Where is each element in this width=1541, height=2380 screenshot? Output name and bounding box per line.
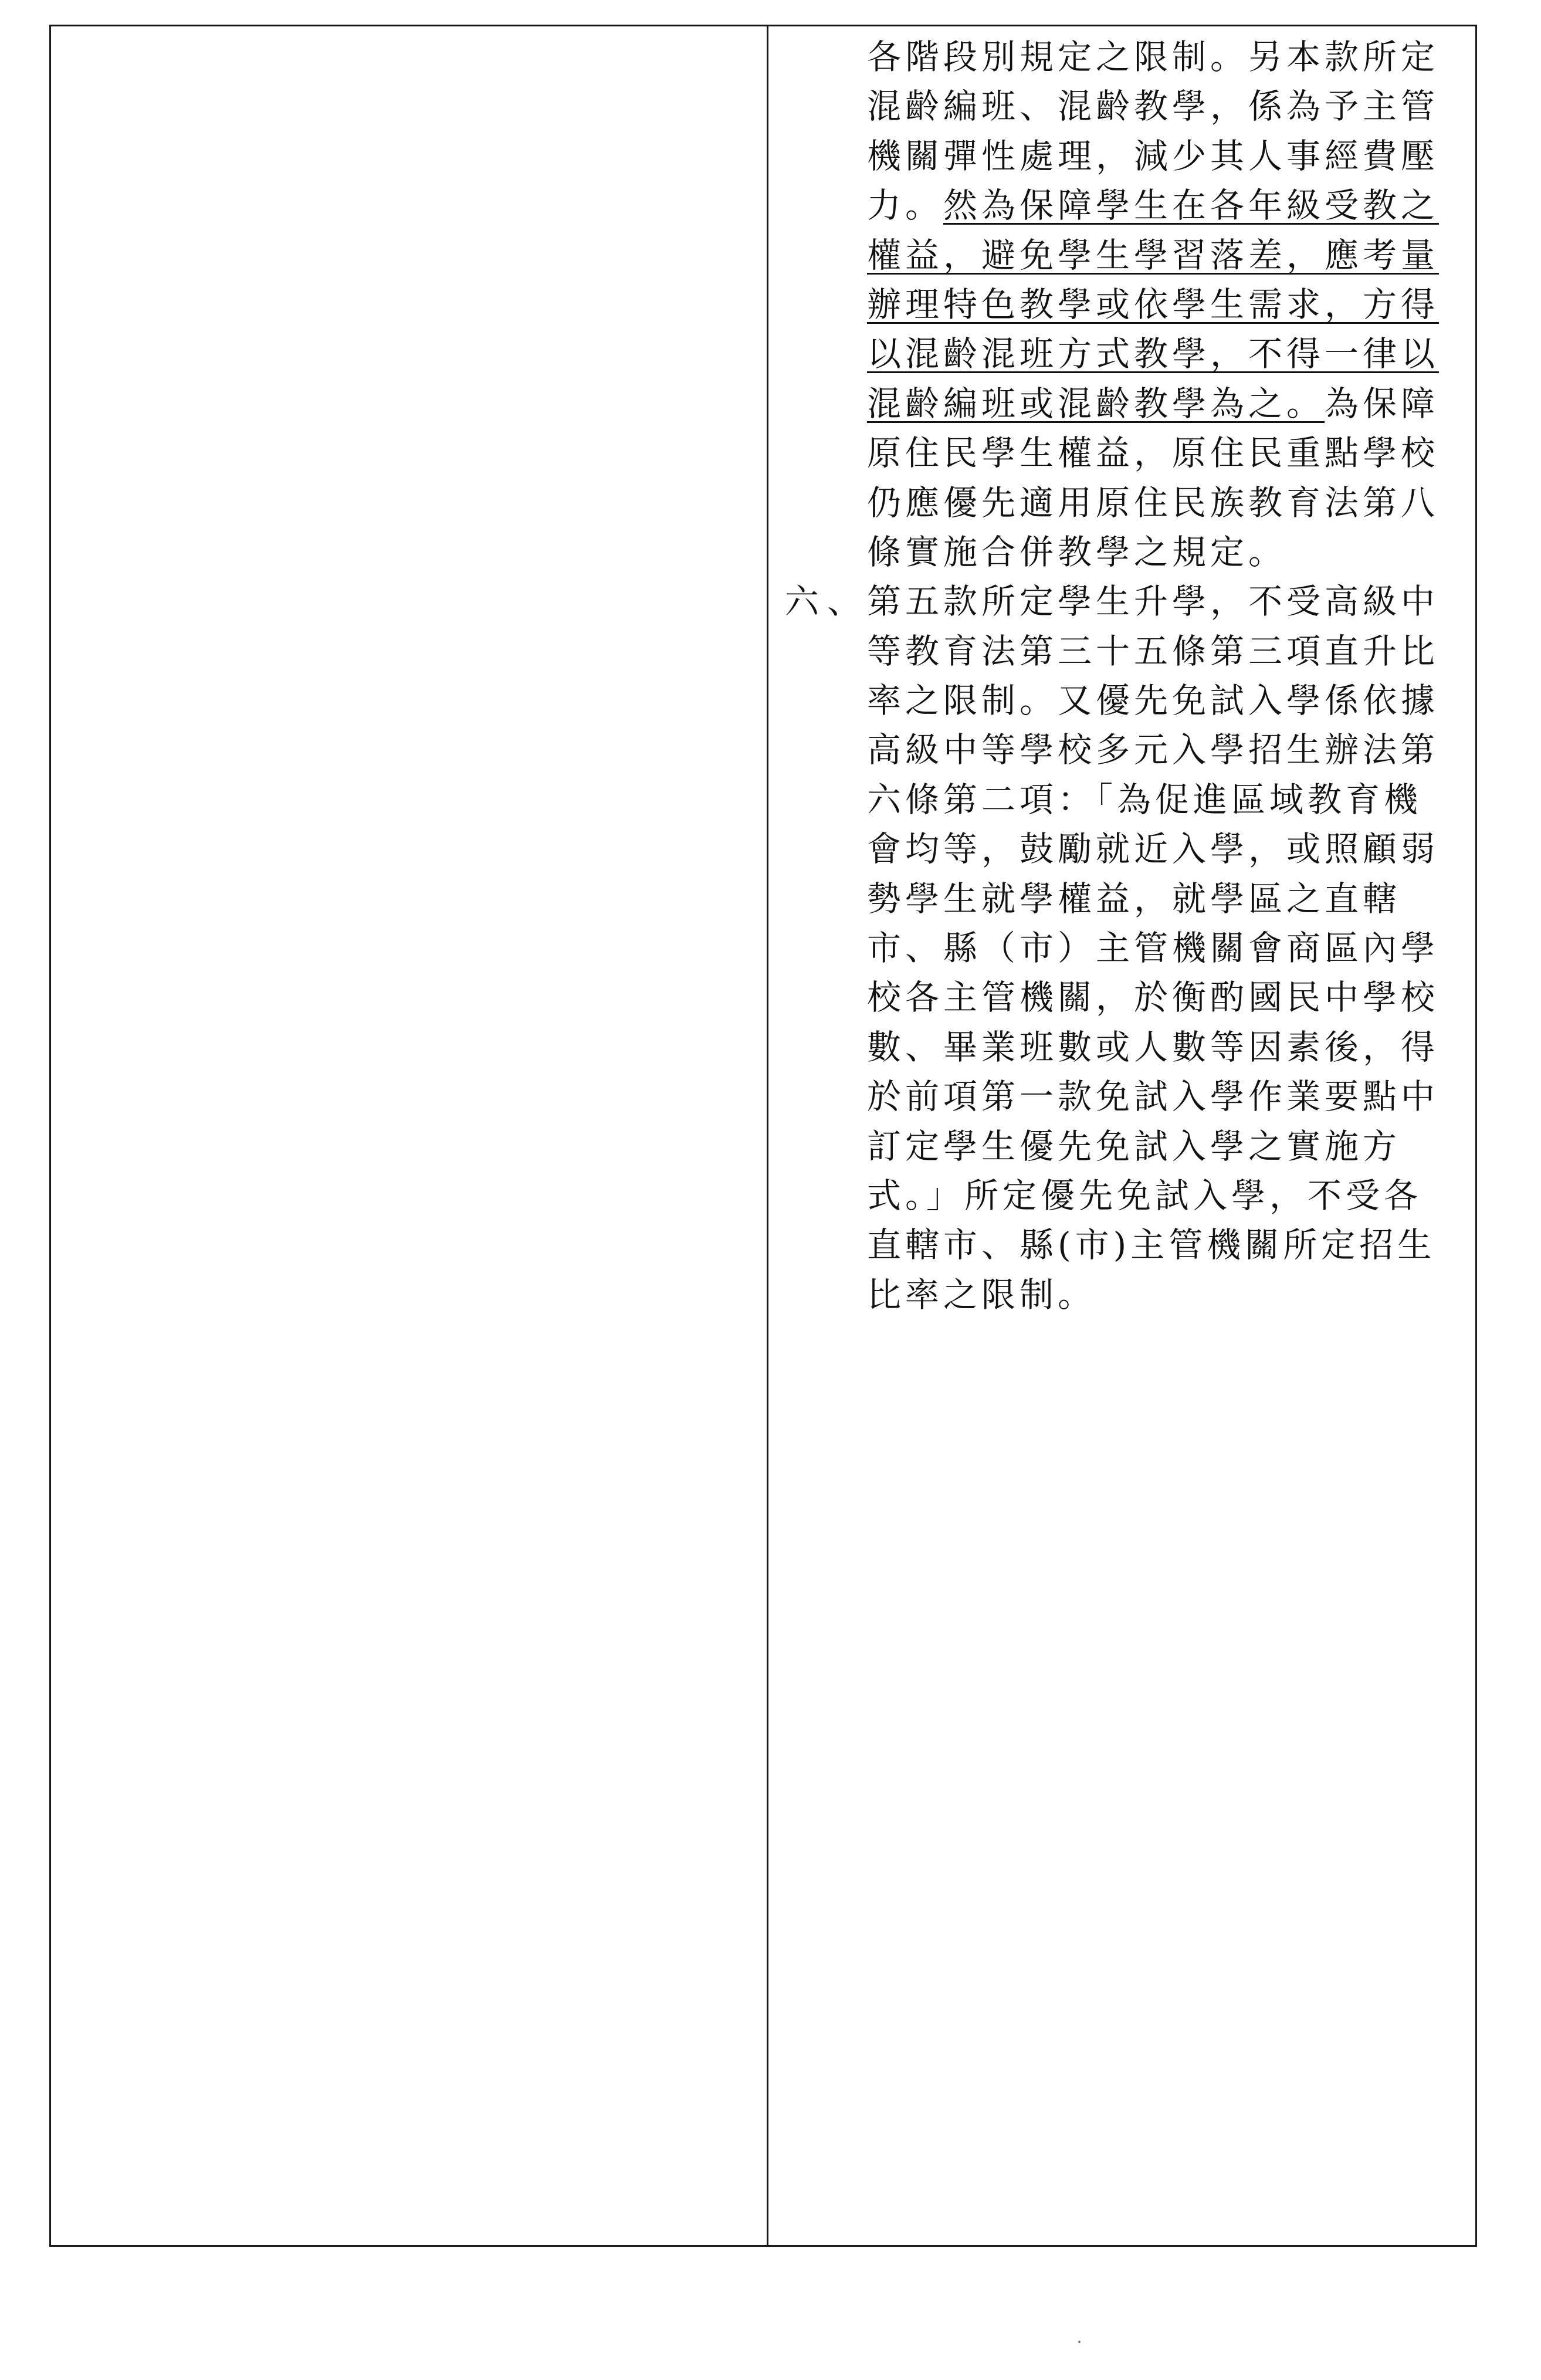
- text-line: [867, 231, 1461, 280]
- text-line: 校各主管機關，於衡酌國民中學校: [867, 977, 1440, 1018]
- underlined-amendment: 以混齡混班方式教學，不得一律以: [867, 334, 1440, 374]
- item-number-six: 六、: [785, 581, 870, 622]
- text-line: 各階段別規定之限制。另本款所定: [867, 37, 1440, 77]
- text-segment: 力。: [867, 185, 944, 226]
- text-line: 直轄市、縣(市)主管機關所定招生: [867, 1225, 1436, 1265]
- text-line: 條實施合併教學之規定。: [867, 531, 1287, 572]
- scan-artifact-dot: [1078, 2341, 1081, 2343]
- right-column-explanation-cell: [768, 26, 1475, 2245]
- text-line: 仍應優先適用原住民族教育法第八: [867, 482, 1440, 523]
- underlined-amendment: 混齡編班或混齡教學為之。: [867, 383, 1325, 424]
- text-line: [867, 379, 1461, 428]
- text-line: 於前項第一款免試入學作業要點中: [867, 1076, 1440, 1117]
- text-line: 等教育法第三十五條第三項直升比: [867, 631, 1440, 671]
- text-line: 六條第二項：「為促進區域教育機: [867, 779, 1423, 820]
- text-line: 混齡編班、混齡教學，係為予主管: [867, 86, 1440, 127]
- comparison-table: [49, 25, 1477, 2247]
- text-line: [867, 280, 1461, 329]
- text-line: 高級中等學校多元入學招生辦法第: [867, 730, 1440, 770]
- text-line: 比率之限制。: [867, 1274, 1096, 1315]
- text-segment: 為保障: [1325, 383, 1440, 424]
- left-column-empty-cell: [51, 26, 768, 2245]
- text-line: 訂定學生優先免試入學之實施方: [867, 1126, 1401, 1166]
- underlined-amendment: 然為保障學生在各年級受教之: [943, 185, 1440, 226]
- text-line: [867, 181, 1461, 230]
- text-line: 機關彈性處理，減少其人事經費壓: [867, 136, 1440, 176]
- text-line: 數、畢業班數或人數等因素後，得: [867, 1027, 1440, 1067]
- text-line: 第五款所定學生升學，不受高級中: [867, 581, 1440, 622]
- underlined-amendment: 權益，避免學生學習落差，應考量: [867, 235, 1440, 275]
- text-line: 勢學生就學權益，就學區之直轄: [867, 878, 1401, 919]
- explanation-text: [867, 32, 1461, 1319]
- text-line: 會均等，鼓勵就近入學，或照顧弱: [867, 829, 1440, 869]
- text-line: 式。」所定優先免試入學，不受各: [867, 1175, 1423, 1216]
- underlined-amendment: 辦理特色教學或依學生需求，方得: [867, 284, 1440, 324]
- text-line: 率之限制。又優先免試入學係依據: [867, 681, 1440, 721]
- text-line: 原住民學生權益，原住民重點學校: [867, 433, 1440, 473]
- text-line: [867, 329, 1461, 378]
- text-line: 市、縣（市）主管機關會商區內學: [867, 928, 1440, 969]
